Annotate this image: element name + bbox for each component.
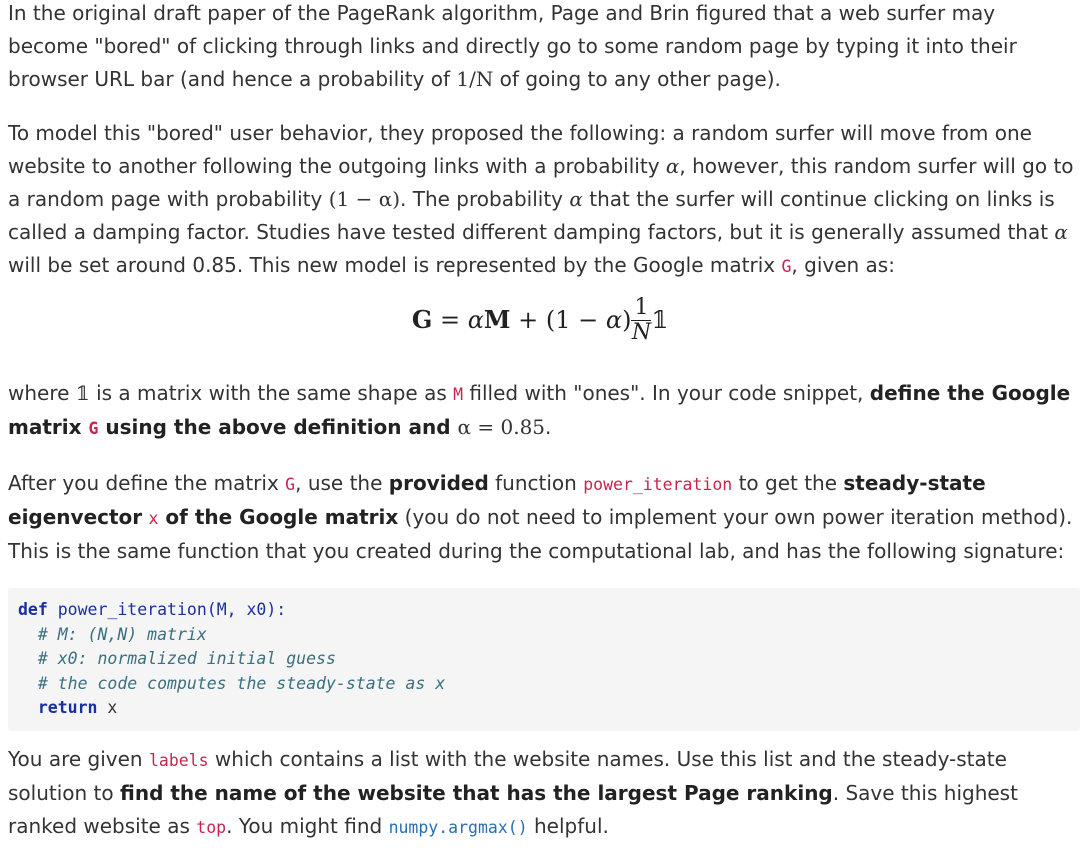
text: , however, this random surfer will go to a random page with probability: [8, 154, 1074, 211]
code-return-value: x: [97, 698, 118, 717]
math-one-over-n: 1/N: [456, 67, 494, 91]
inline-code-top: top: [196, 818, 227, 837]
bold-text: steady-state eigenvector: [8, 471, 986, 529]
text: (you do not need to implement your own power iteration method). This is the same function that you created during the computational lab, and has the following signature:: [8, 505, 1073, 563]
text: In the original draft paper of the PageRank algorithm, Page and Brin figured that a web surfer may become "bored" of clicking through links and directly go to some random page by typing it into their browser URL bar (and hence a probability of: [8, 1, 1017, 91]
inline-code-argmax: numpy.argmax(): [388, 818, 528, 837]
text: filled with "ones". In your code snippet,: [463, 381, 870, 405]
code-signature: power_iteration(M, x0):: [47, 600, 287, 619]
intro-paragraph: [8, 0, 1080, 96]
bold-text: using the above definition and: [98, 415, 458, 439]
text: helpful.: [527, 814, 609, 838]
bold-text: find the name of the website that has the largest Page ranking: [120, 781, 833, 805]
bold-text: of the Google matrix: [158, 505, 399, 529]
math-alpha: α: [665, 154, 680, 178]
eq-fraction: [631, 296, 651, 345]
text: You are given: [8, 747, 149, 771]
text: .: [545, 415, 552, 439]
code-keyword-return: return: [37, 698, 98, 717]
text: , use the: [295, 471, 389, 495]
text: where: [8, 381, 76, 405]
math-one-minus-alpha: (1 − α): [328, 187, 401, 211]
text: . You might find: [226, 814, 389, 838]
eq-frac-denominator: N: [631, 320, 652, 345]
eq-alpha: α: [605, 305, 623, 334]
math-alpha: α: [569, 187, 583, 211]
math-alpha: α: [1054, 220, 1068, 244]
eq-close-paren: ): [622, 305, 632, 334]
inline-code-labels: labels: [148, 751, 209, 770]
inline-code-G: G: [285, 475, 296, 494]
eq-alpha: α: [467, 305, 484, 334]
damping-paragraph: [8, 117, 1080, 283]
text: that the surfer will continue clicking on links is called a damping factor. Studies have tested different damping factors, but it is generally assumed that: [8, 187, 1055, 244]
text: To model this "bored" user behavior, they proposed the following: a random surfer will move from one website to another following the outgoing links with a probability: [8, 121, 1032, 178]
text: , given as:: [791, 253, 895, 277]
bold-text: provided: [388, 471, 489, 495]
text: function: [488, 471, 584, 495]
text: to get the: [732, 471, 844, 495]
eq-ones-matrix: 𝟙: [651, 305, 669, 334]
eq-M: M: [483, 304, 511, 334]
definition-paragraph: [8, 377, 1080, 445]
inline-code-power-iteration: power_iteration: [583, 475, 733, 494]
bold-text: define the Google matrix: [8, 381, 1071, 439]
power-iteration-paragraph: [8, 467, 1080, 568]
inline-code-G: G: [88, 419, 99, 438]
text: . The probability: [400, 187, 570, 211]
code-comment: # M: (N,N) matrix: [37, 624, 207, 644]
eq-equals: =: [432, 305, 468, 334]
math-ones: 𝟙: [75, 381, 90, 405]
eq-G: G: [411, 304, 433, 334]
text: . Save this highest ranked website as: [8, 781, 1018, 838]
code-keyword-def: def: [18, 600, 48, 619]
labels-paragraph: [8, 743, 1080, 844]
text: After you define the matrix: [8, 471, 286, 495]
text: which contains a list with the website names. Use this list and the steady-state solution to: [8, 747, 1007, 805]
inline-code-M: M: [453, 385, 464, 404]
code-comment: # x0: normalized initial guess: [37, 649, 336, 668]
code-block: [8, 588, 1080, 731]
code-comment: # the code computes the steady-state as x: [37, 673, 446, 693]
inline-code-x: x: [148, 509, 159, 528]
math-alpha-value: α = 0.85: [457, 415, 546, 439]
eq-frac-numerator: 1: [631, 296, 651, 321]
text: is a matrix with the same shape as: [89, 381, 454, 405]
text: will be set around 0.85. This new model is represented by the Google matrix: [8, 253, 782, 277]
text: of going to any other page).: [493, 67, 781, 91]
google-matrix-equation: [0, 296, 1080, 345]
inline-code-G: G: [781, 257, 792, 276]
eq-plus: + (1 −: [510, 305, 606, 334]
